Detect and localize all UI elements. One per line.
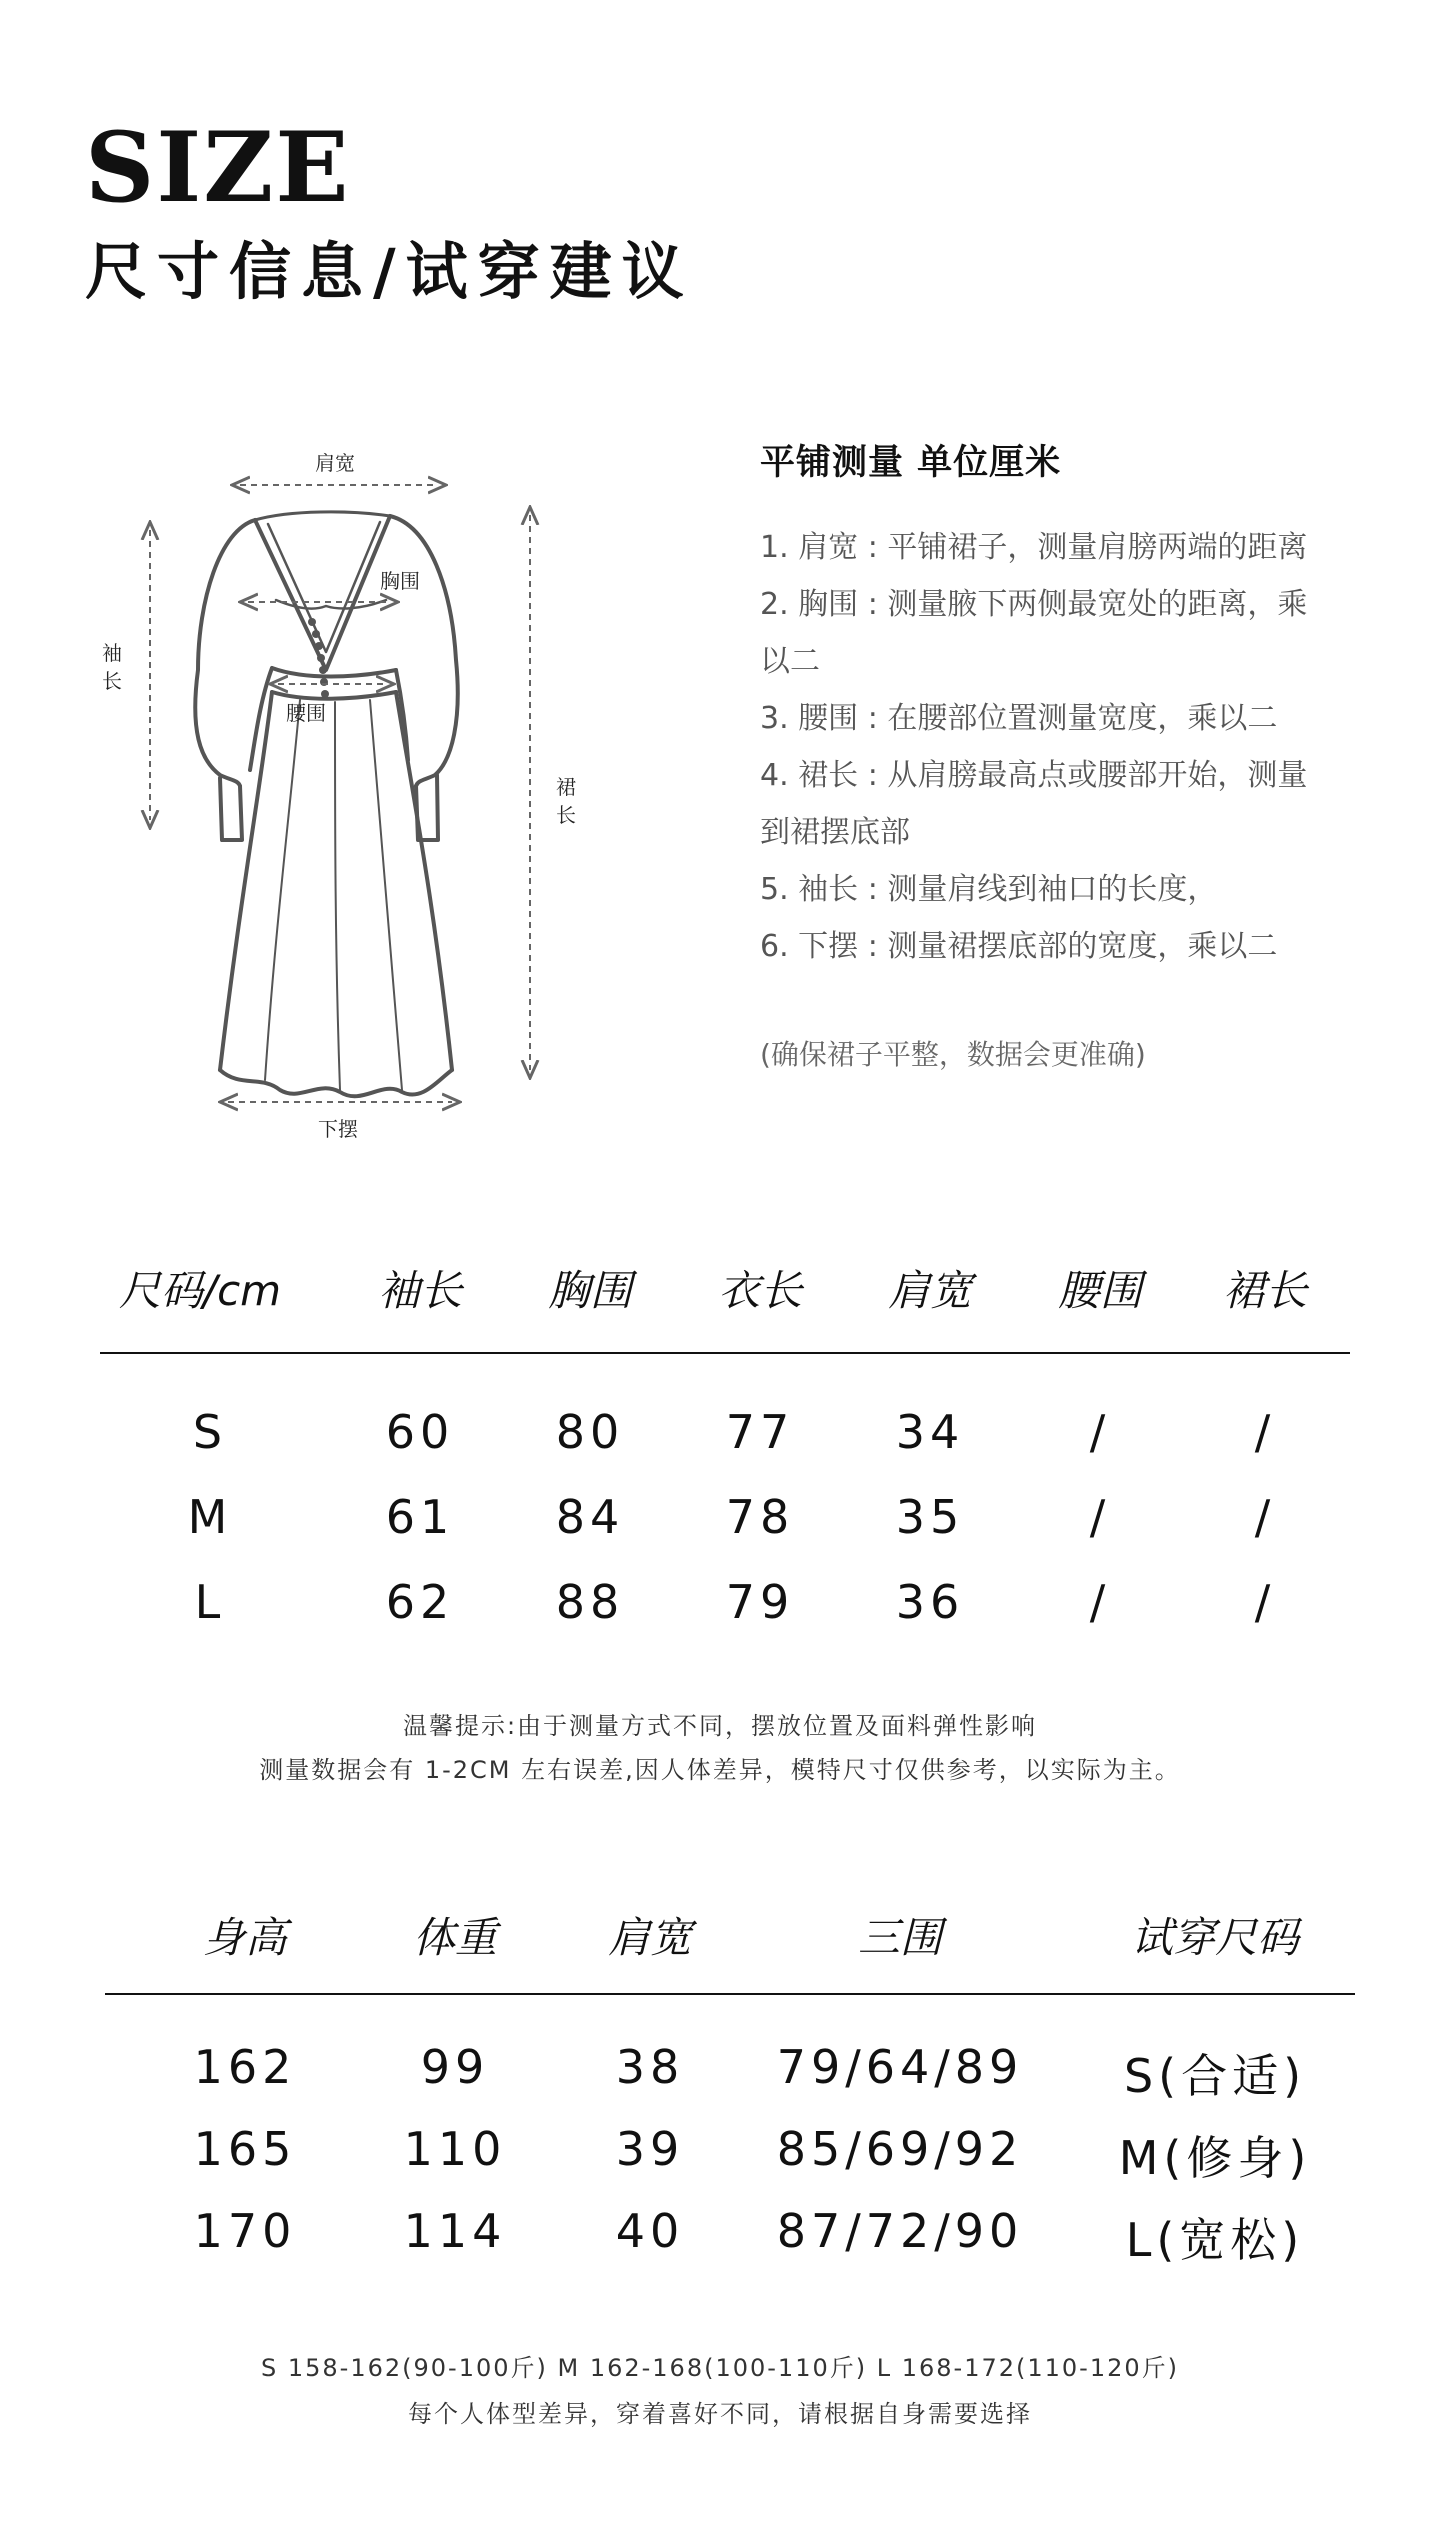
table-cell: 162: [193, 2040, 297, 2094]
table-cell: L: [194, 1575, 226, 1629]
label-hem: 下摆: [318, 1117, 358, 1141]
table-cell: 84: [555, 1490, 625, 1544]
list-item: 到裙摆底部: [760, 815, 910, 850]
label-waist: 腰围: [286, 701, 326, 725]
table-cell: /: [1254, 1405, 1276, 1459]
size-table-header: 尺码/cm: [118, 1266, 282, 1315]
fit-remark-2: 每个人体型差异，穿着喜好不同，请根据自身需要选择: [408, 2400, 1032, 2428]
list-item: 3. 腰围 : 在腰部位置测量宽度，乘以二: [760, 701, 1278, 736]
table-cell: 38: [615, 2040, 685, 2094]
table-cell: 99: [420, 2040, 490, 2094]
list-item: 5. 袖长 : 测量肩线到袖口的长度，: [760, 872, 1218, 907]
label-chest: 胸围: [380, 569, 420, 593]
size-remark-2: 测量数据会有 1-2CM 左右误差,因人体差异，模特尺寸仅供参考，以实际为主。: [259, 1756, 1181, 1784]
label-sleeve-1: 袖: [102, 641, 122, 665]
size-table-header: 腰围: [1057, 1266, 1142, 1315]
table-cell: 85/69/92: [776, 2122, 1024, 2176]
size-remark-1: 温馨提示:由于测量方式不同，摆放位置及面料弹性影响: [402, 1712, 1038, 1740]
list-item: 1. 肩宽 : 平铺裙子，测量肩膀两端的距离: [760, 530, 1308, 565]
table-cell: 87/72/90: [776, 2204, 1024, 2258]
size-table-header: 衣长: [717, 1266, 802, 1315]
page-title-cn: 尺寸信息/试穿建议: [85, 235, 694, 308]
table-cell: 40: [615, 2204, 685, 2258]
label-skirt-2: 长: [556, 803, 576, 827]
fit-table-header: 肩宽: [607, 1913, 692, 1962]
size-table-header: 袖长: [377, 1266, 462, 1315]
fit-remark-1: S 158-162(90-100斤) M 162-168(100-110斤) L 168-172(110-120斤): [260, 2354, 1180, 2382]
dress-illustration: [90, 430, 650, 1150]
table-cell: 88: [555, 1575, 625, 1629]
measure-info-list: [760, 519, 1370, 975]
measure-info-note: (确保裙子平整，数据会更准确): [760, 1038, 1146, 1071]
label-shoulder: 肩宽: [315, 451, 355, 475]
table-cell: 62: [385, 1575, 455, 1629]
size-table-header: 胸围: [547, 1266, 632, 1315]
table-cell: M: [187, 1490, 233, 1544]
table-cell: 36: [895, 1575, 965, 1629]
list-item: 2. 胸围 : 测量腋下两侧最宽处的距离，乘: [760, 587, 1308, 622]
table-cell: 114: [403, 2204, 507, 2258]
table-cell: 79/64/89: [776, 2040, 1024, 2094]
table-cell: M(修身): [1118, 2131, 1312, 2185]
list-item: 4. 裙长 : 从肩膀最高点或腰部开始，测量: [760, 758, 1308, 793]
table-cell: L(宽松): [1125, 2213, 1305, 2267]
table-cell: /: [1254, 1490, 1276, 1544]
fit-table-header: 身高: [202, 1913, 287, 1962]
table-cell: /: [1089, 1575, 1111, 1629]
dress-diagram: [90, 430, 650, 1150]
size-table-header: 肩宽: [887, 1266, 972, 1315]
table-cell: 80: [555, 1405, 625, 1459]
table-cell: 77: [725, 1405, 795, 1459]
table-cell: S(合适): [1123, 2049, 1307, 2103]
table-cell: /: [1254, 1575, 1276, 1629]
table-cell: 39: [615, 2122, 685, 2176]
measure-info-title: 平铺测量 单位厘米: [760, 443, 1062, 483]
table-cell: /: [1089, 1490, 1111, 1544]
fit-table-header: 试穿尺码: [1130, 1913, 1299, 1962]
table-cell: 35: [895, 1490, 965, 1544]
fit-table-header: 三围: [857, 1913, 942, 1962]
size-table-divider: [100, 1352, 1350, 1354]
table-cell: 79: [725, 1575, 795, 1629]
table-cell: 61: [385, 1490, 455, 1544]
table-cell: /: [1089, 1405, 1111, 1459]
table-cell: 60: [385, 1405, 455, 1459]
table-cell: 34: [895, 1405, 965, 1459]
label-sleeve-2: 长: [102, 669, 122, 693]
size-table-header: 裙长: [1222, 1266, 1307, 1315]
table-cell: 165: [193, 2122, 297, 2176]
fit-table-header: 体重: [412, 1913, 497, 1962]
table-cell: 110: [403, 2122, 507, 2176]
list-item: 以二: [760, 644, 820, 679]
table-cell: S: [192, 1405, 228, 1459]
fit-table-divider: [105, 1993, 1355, 1995]
table-cell: 78: [725, 1490, 795, 1544]
page-title-en: SIZE: [85, 111, 351, 224]
list-item: 6. 下摆 : 测量裙摆底部的宽度，乘以二: [760, 929, 1278, 964]
table-cell: 170: [193, 2204, 297, 2258]
measure-info: [760, 435, 1370, 1073]
label-skirt-1: 裙: [556, 775, 576, 799]
